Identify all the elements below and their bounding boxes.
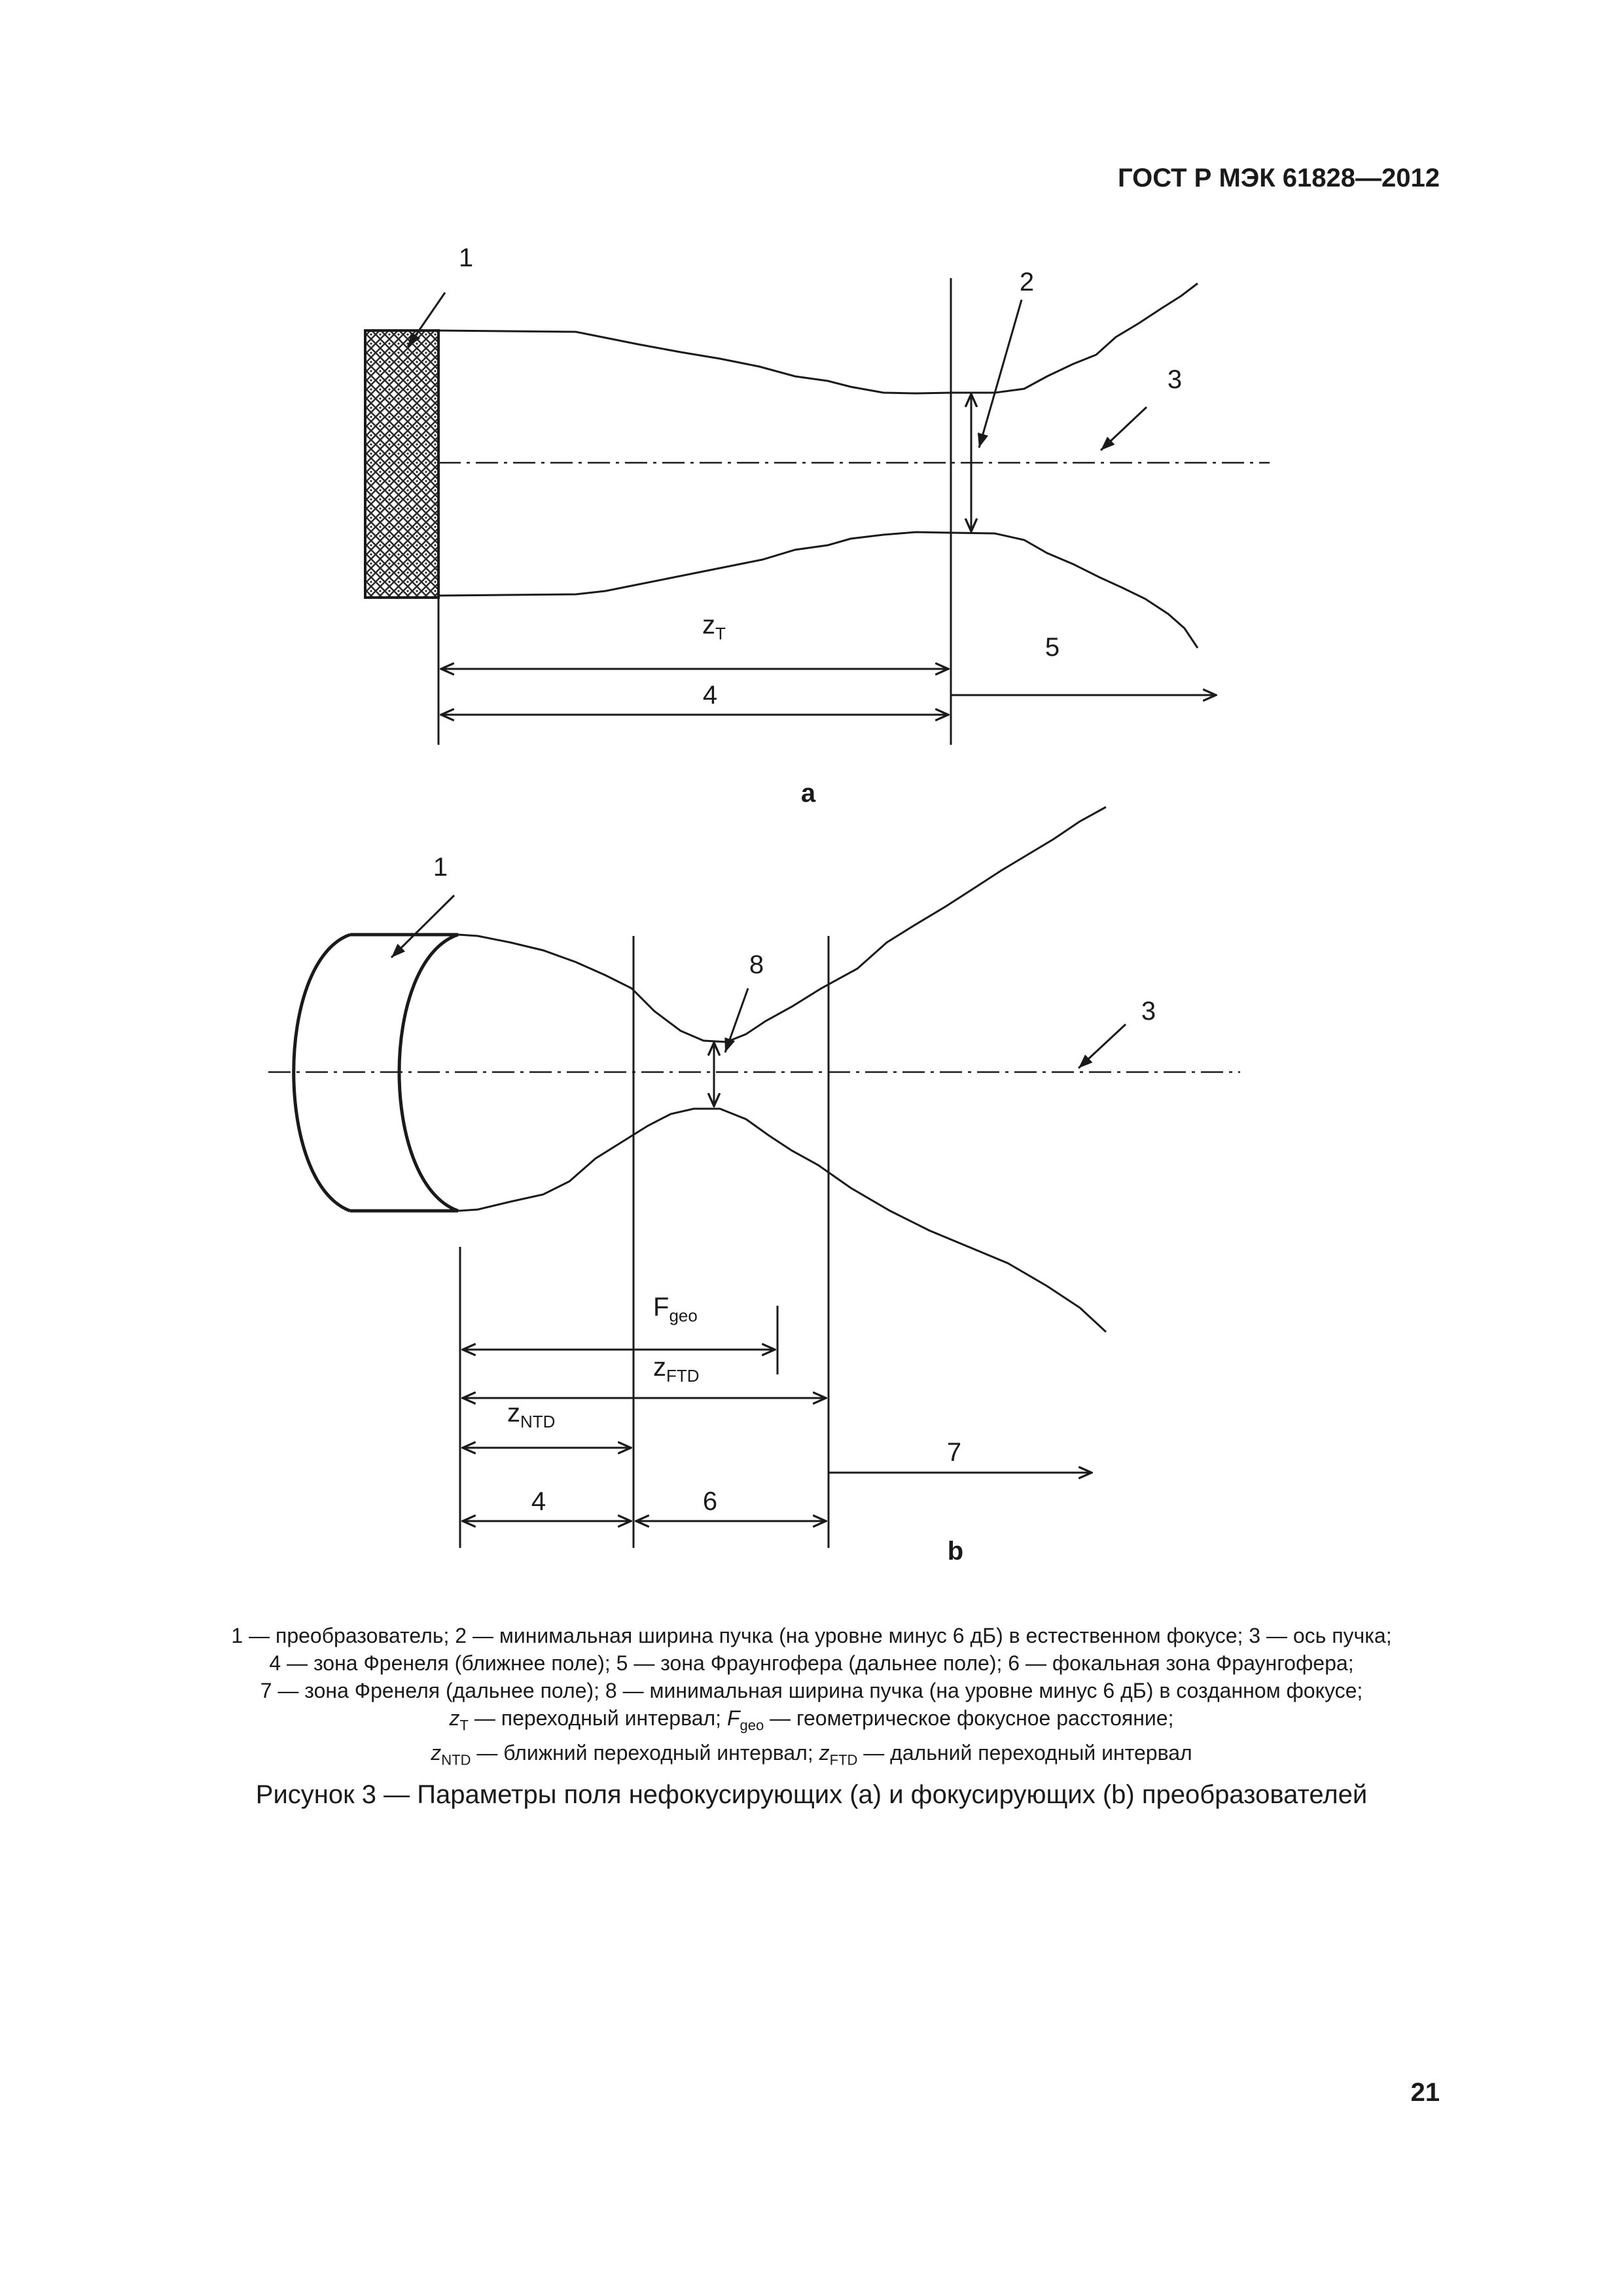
callout-1-b: 1 bbox=[433, 853, 448, 882]
callout-3-a: 3 bbox=[1167, 365, 1183, 394]
figure-b bbox=[268, 807, 1240, 1566]
callout-3-b: 3 bbox=[1141, 997, 1156, 1026]
transducer-flat bbox=[365, 331, 438, 598]
leader-3-a bbox=[1101, 407, 1147, 450]
callout-8-b: 8 bbox=[749, 950, 764, 979]
leader-2-a bbox=[979, 300, 1022, 448]
figure-a bbox=[365, 243, 1270, 808]
callout-6-b: 6 bbox=[702, 1487, 718, 1516]
page-number: 21 bbox=[1410, 2078, 1440, 2107]
legend-line-5: $z_{NTD}$ — ближний переходный интервал; $z_{FTD}$ — дальний переходный интервал bbox=[431, 1741, 1192, 1768]
callout-7-b: 7 bbox=[946, 1438, 962, 1467]
callout-4-b: 4 bbox=[531, 1487, 546, 1516]
beam-lower-edge-a bbox=[438, 532, 1198, 648]
figure-caption: Рисунок 3 — Параметры поля нефокусирующих (a) и фокусирующих (b) преобразователей bbox=[255, 1780, 1368, 1809]
callout-2-a: 2 bbox=[1019, 268, 1035, 296]
sublabel-b: b bbox=[947, 1537, 964, 1566]
leader-3-b bbox=[1079, 1024, 1126, 1068]
leader-8-b bbox=[725, 988, 748, 1052]
callout-1-a: 1 bbox=[458, 243, 474, 272]
beam-upper-edge-b bbox=[458, 807, 1106, 1042]
sublabel-a: a bbox=[800, 779, 816, 808]
callout-4-a: 4 bbox=[702, 681, 718, 709]
legend-line-1: 1 — преобразователь; 2 — минимальная ширина пучка (на уровне минус 6 дБ) в естественном фокусе; 3 — ось пучка; bbox=[231, 1624, 1392, 1647]
legend-line-2: 4 — зона Френеля (ближнее поле); 5 — зона Фраунгофера (дальнее поле); 6 — фокальная зона Фраунгофера; bbox=[269, 1651, 1354, 1675]
symbol-zftd-b: $z_{FTD}$ bbox=[653, 1353, 700, 1386]
beam-upper-edge-a bbox=[438, 283, 1198, 393]
symbol-fgeo-b: $F_{geo}$ bbox=[653, 1293, 698, 1325]
legend-line-3: 7 — зона Френеля (дальнее поле); 8 — минимальная ширина пучка (на уровне минус 6 дБ) в созданном фокусе; bbox=[260, 1679, 1363, 1702]
leader-1-b bbox=[391, 895, 454, 958]
callout-5-a: 5 bbox=[1044, 633, 1060, 662]
legend-line-4: $z_T$ — переходный интервал; $F_{geo}$ — геометрическое фокусное расстояние; bbox=[449, 1706, 1174, 1734]
symbol-zt-a: $z_T$ bbox=[702, 611, 726, 643]
symbol-zntd-b: $z_{NTD}$ bbox=[507, 1399, 556, 1431]
beam-lower-edge-b bbox=[458, 1109, 1106, 1332]
figure-legend bbox=[98, 1622, 1525, 1774]
document-header: ГОСТ Р МЭК 61828—2012 bbox=[1117, 164, 1440, 192]
